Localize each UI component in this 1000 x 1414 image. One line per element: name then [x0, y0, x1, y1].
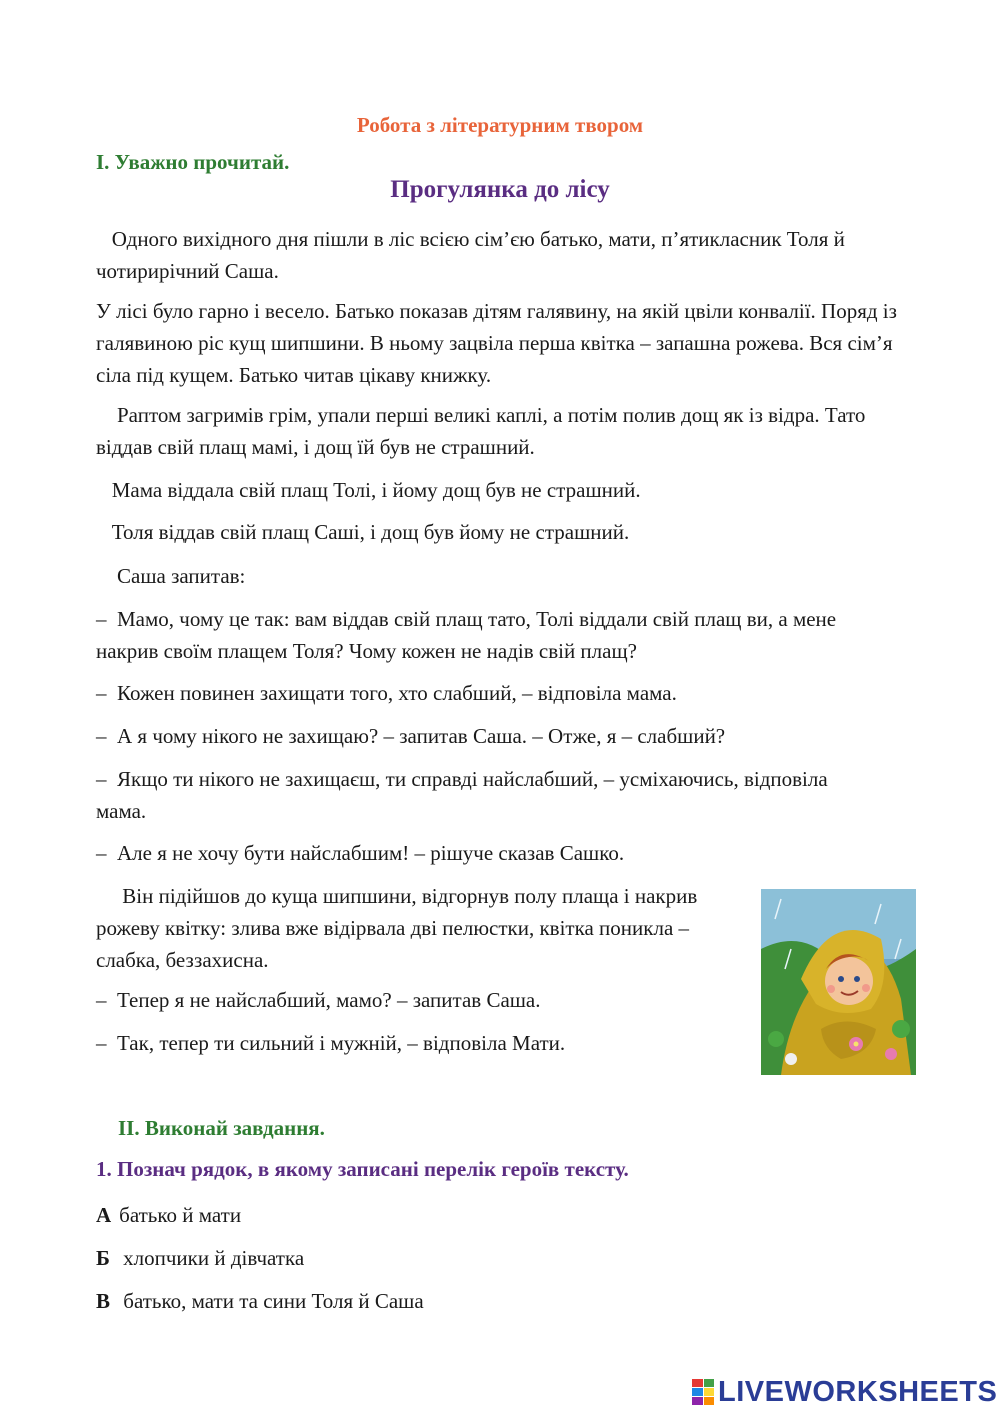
story-paragraph: Раптом загримів грім, упали перші великі каплі, а потім полив дощ як із відра. Тато віддав свій плащ мамі, і дощ їй був не страшний. [96, 403, 871, 459]
option-letter: А [96, 1203, 112, 1227]
logo-text: LIVEWORKSHEETS [718, 1375, 998, 1408]
answer-option-a[interactable] [96, 1199, 241, 1231]
story-paragraph: – Мамо, чому це так: вам віддав свій плащ тато, Толі віддали свій плащ ви, а мене накрив своїм плащем Толя? Чому кожен не надів свій плащ? [96, 607, 842, 663]
section-2-heading: II. Виконай завдання. [118, 1116, 325, 1140]
story-paragraph: – Кожен повинен захищати того, хто слабший, – відповіла мама. [96, 681, 677, 705]
task-1-question: 1. Познач рядок, в якому записані перелік героїв тексту. [96, 1157, 629, 1181]
story-paragraph: Мама віддала свій плащ Толі, і йому дощ був не страшний. [96, 478, 641, 502]
answer-option-c[interactable] [96, 1285, 424, 1317]
story-paragraph: У лісі було гарно і весело. Батько показав дітям галявину, на якій цвіли конвалії. Поряд із галявиною ріс кущ шипшини. В ньому зацвіла перша квітка – запашна рожева. Вся сім’я сіла під кущем. Батько читав цікаву книжку. [96, 299, 897, 387]
story-paragraph: – Тепер я не найслабший, мамо? – запитав Саша. [96, 988, 541, 1012]
answer-option-b[interactable] [96, 1242, 304, 1274]
option-letter: Б [96, 1246, 110, 1270]
story-paragraph: – Так, тепер ти сильний і мужній, – відповіла Мати. [96, 1031, 566, 1055]
story-paragraph: – Якщо ти нікого не захищаєш, ти справді найслабший, – усміхаючись, відповіла мама. [96, 767, 833, 823]
option-text: батько й мати [119, 1203, 242, 1227]
story-paragraph: Толя віддав свій плащ Саші, і дощ був йому не страшний. [96, 520, 630, 544]
story-paragraph: – Але я не хочу бути найслабшим! – рішуче сказав Сашко. [96, 841, 625, 865]
story-paragraph: Одного вихідного дня пішли в ліс всією сім’єю батько, мати, п’ятикласник Толя й чотирирічний Саша. [96, 227, 851, 283]
story-paragraph: Він підійшов до куща шипшини, відгорнув полу плаща і накрив рожеву квітку: злива вже відірвала дві пелюстки, квітка поникла – слабка, беззахисна. [96, 884, 703, 972]
option-text: батько, мати та сини Толя й Саша [118, 1289, 424, 1313]
boy-in-raincoat-illustration [761, 889, 916, 1075]
logo-mark-icon [692, 1379, 714, 1405]
story-title: Прогулянка до лісу [390, 176, 610, 203]
story-paragraph: – А я чому нікого не захищаю? – запитав Саша. – Отже, я – слабший? [96, 724, 726, 748]
worksheet-title: Робота з літературним твором [356, 113, 644, 137]
section-1-heading: I. Уважно прочитай. [96, 150, 290, 174]
option-text: хлопчики й дівчатка [117, 1246, 305, 1270]
story-paragraph: Саша запитав: [96, 564, 246, 588]
liveworksheets-logo [692, 1374, 997, 1410]
option-letter: В [96, 1289, 111, 1313]
